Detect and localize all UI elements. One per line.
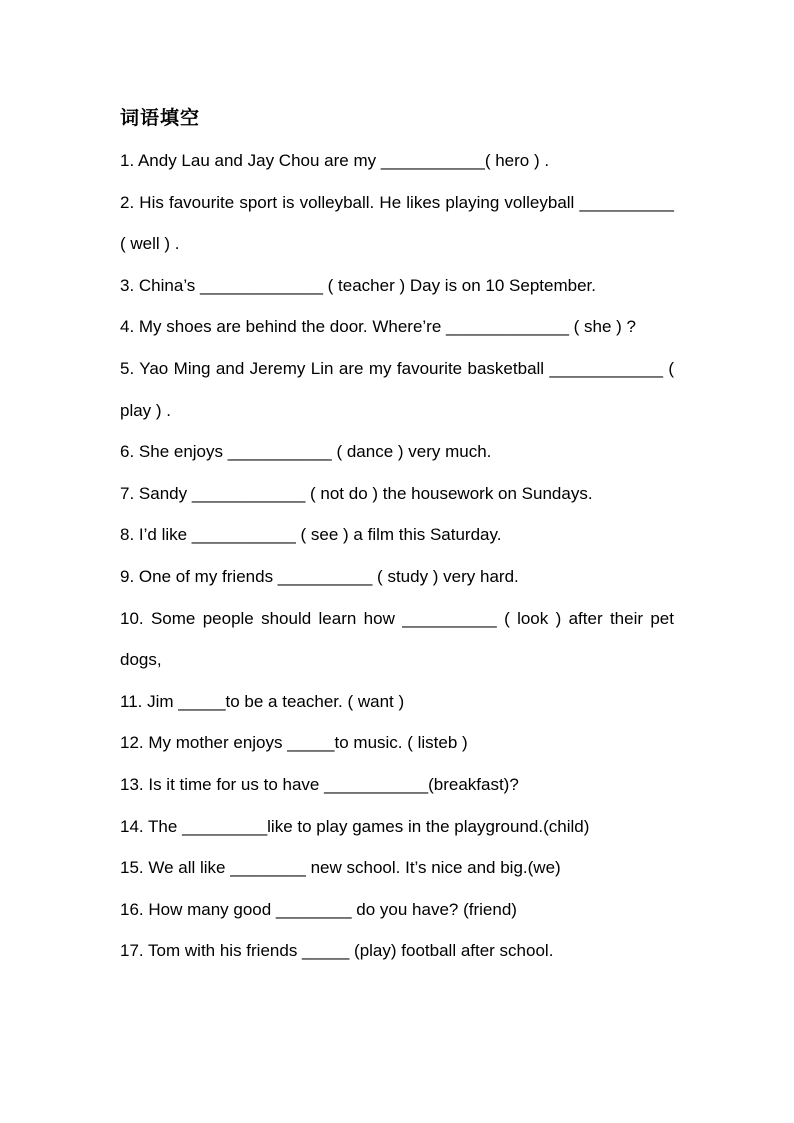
question-5: 5. Yao Ming and Jeremy Lin are my favourite basketball ____________ ( play ) . xyxy=(120,358,674,420)
question-7: 7. Sandy ____________ ( not do ) the housework on Sundays. xyxy=(120,483,593,503)
question-8: 8. I’d like ___________ ( see ) a film this Saturday. xyxy=(120,525,502,545)
worksheet-title: 词语填空 xyxy=(120,107,201,129)
question-4: 4. My shoes are behind the door. Where’re _____________ ( she ) ? xyxy=(120,317,637,337)
question-10: 10. Some people should learn how __________ ( look ) after their pet dogs, xyxy=(120,608,674,670)
question-2: 2. His favourite sport is volleyball. He likes playing volleyball __________ ( well ) . xyxy=(120,192,674,254)
question-1: 1. Andy Lau and Jay Chou are my ___________( hero ) . xyxy=(120,151,550,170)
worksheet xyxy=(120,102,674,972)
question-13: 13. Is it time for us to have ___________(breakfast)? xyxy=(120,774,519,794)
question-6: 6. She enjoys ___________ ( dance ) very much. xyxy=(120,442,492,462)
question-11: 11. Jim _____to be a teacher. ( want ) xyxy=(120,691,405,711)
question-12: 12. My mother enjoys _____to music. ( listeb ) xyxy=(120,733,468,753)
question-3: 3. China’s _____________ ( teacher ) Day is on 10 September. xyxy=(120,275,596,295)
question-15: 15. We all like ________ new school. It’s nice and big.(we) xyxy=(120,858,561,878)
question-14: 14. The _________like to play games in the playground.(child) xyxy=(120,816,590,836)
question-9: 9. One of my friends __________ ( study ) very hard. xyxy=(120,566,519,586)
question-17: 17. Tom with his friends _____ (play) football after school. xyxy=(120,941,554,961)
question-16: 16. How many good ________ do you have? (friend) xyxy=(120,899,517,919)
